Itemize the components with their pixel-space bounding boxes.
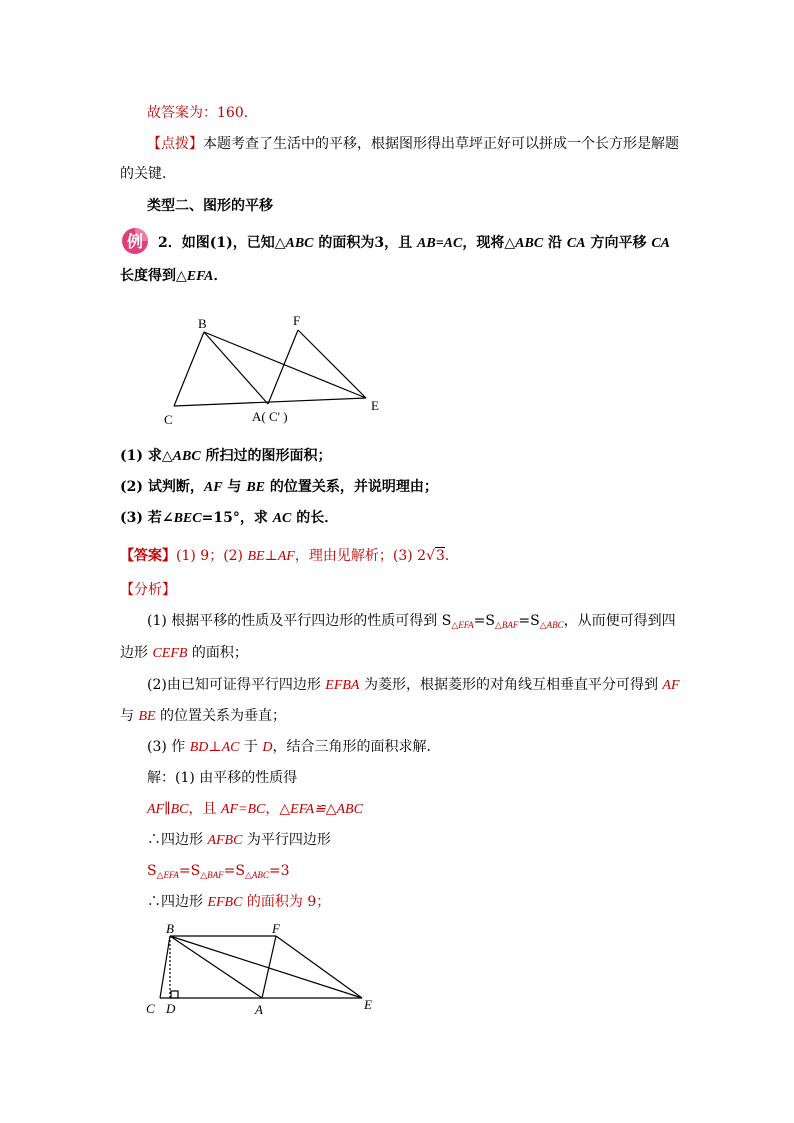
an-cefb: CEFB <box>152 646 188 661</box>
answer-text: ，理由见解析；(3) 2 <box>294 548 427 564</box>
answer-tag: 【答案】 <box>120 548 176 564</box>
figure-2 <box>140 918 390 1023</box>
q-text: 沿 <box>543 235 567 251</box>
q-text: 2．如图(1)，已知△ <box>158 235 286 251</box>
sub-text: (2) 试判断， <box>120 479 204 495</box>
an-text: 与 <box>120 708 139 724</box>
sol-text: =3 <box>268 863 290 879</box>
sub-text: 与 <box>222 479 247 495</box>
sub-af: AF <box>203 480 223 495</box>
an-text: ，从而便可得到四 <box>563 613 676 629</box>
an-text: (2)由已知可证得平行四边形 <box>147 677 326 693</box>
an-be: BE <box>138 709 156 724</box>
sol-text: =S <box>223 863 245 879</box>
question-line-2 <box>120 266 228 287</box>
hint-tag: 【点拨】 <box>147 136 203 152</box>
answer-text: 故答案为：160． <box>147 105 258 121</box>
sol-text: ∴四边形 <box>147 894 208 910</box>
an-text: 的面积； <box>187 645 248 661</box>
sub-text: 所扫过的图形面积； <box>200 448 332 464</box>
analysis-3 <box>147 737 440 758</box>
sol-text: ，且 <box>188 801 221 817</box>
sol-text: 为平行四边形 <box>242 832 331 848</box>
hint-text-2: 的关键． <box>120 166 176 182</box>
label-e: E <box>364 997 372 1012</box>
section-heading <box>147 196 273 216</box>
q-ca: CA <box>566 236 586 251</box>
an-sub: △ABC <box>539 620 564 630</box>
badge-label: 例 <box>126 234 144 251</box>
an-text: (3) 作 <box>147 739 190 755</box>
sol-math: AF∥BC <box>147 802 189 817</box>
label-a: A( C' ) <box>252 409 288 424</box>
sol-text: 解：(1) 由平移的性质得 <box>147 770 298 786</box>
question-line <box>158 233 670 254</box>
subquestion-1 <box>120 446 332 467</box>
sub-text: 的长． <box>291 510 339 526</box>
an-text: 的位置关系为垂直； <box>155 708 287 724</box>
sol-text: 的面积为 9； <box>242 894 331 910</box>
label-d: D <box>166 1001 176 1016</box>
subquestion-3 <box>120 508 338 529</box>
an-text: ，结合三角形的面积求解． <box>272 739 441 755</box>
q-text: ，现将△ <box>462 235 516 251</box>
q-text: 长度得到△ <box>120 268 187 284</box>
analysis-2 <box>147 675 680 696</box>
an-d: D <box>262 740 273 755</box>
sol-math: AF=BC <box>220 802 266 817</box>
sub-text: (3) 若∠ <box>120 510 174 526</box>
q-abac: AB=AC <box>417 236 463 251</box>
an-efba: EFBA <box>325 678 360 693</box>
sub-be: BE <box>246 480 265 495</box>
sub-bec: BEC <box>173 511 202 526</box>
sub-text: 的位置关系，并说明理由； <box>265 479 438 495</box>
sol-text: ，△ <box>265 801 291 817</box>
hint-line <box>147 134 679 154</box>
label-c: C <box>146 1001 155 1016</box>
sub-text: (1) 求△ <box>120 448 173 464</box>
figure-1 <box>160 310 400 430</box>
q-text: 的面积为3，且 <box>313 235 418 251</box>
sub-text: =15°，求 <box>201 510 273 526</box>
sol-text: =S <box>178 863 201 879</box>
analysis-2b <box>120 706 286 727</box>
sub-ac: AC <box>272 511 292 526</box>
hint-line-2 <box>120 164 176 184</box>
sub-abc: ABC <box>172 449 201 464</box>
q-text: 方向平移 <box>585 235 652 251</box>
answer-beaf: BE⊥AF <box>247 549 295 564</box>
sol-math: AFBC <box>207 833 243 848</box>
an-text: (1) 根据平移的性质及平行四边形的性质可得到 S <box>147 613 452 629</box>
analysis-1 <box>147 611 676 635</box>
subquestion-2 <box>120 477 438 498</box>
an-bdac: BD⊥AC <box>189 740 240 755</box>
sol-math: EFA≌△ABC <box>290 802 363 817</box>
label-e: E <box>371 398 379 413</box>
sol-text: S <box>147 863 157 879</box>
solution-4 <box>147 861 290 885</box>
label-a: A <box>255 1002 263 1017</box>
q-abc: ABC <box>285 236 314 251</box>
answer-text: (1) 9；(2) <box>176 548 248 564</box>
an-text: =S <box>473 613 495 629</box>
answer-sqrt: 3 <box>435 548 445 564</box>
sol-math: EFBC <box>207 895 243 910</box>
sol-sub: △BAF <box>200 870 224 880</box>
analysis-heading <box>120 580 176 600</box>
q-efa: EFA <box>186 269 214 284</box>
sol-text: ∴四边形 <box>147 832 208 848</box>
analysis-1b <box>120 643 248 664</box>
hint-text: 本题考查了生活中的平移，根据图形得出草坪正好可以拼成一个长方形是解题 <box>203 136 679 152</box>
label-b: B <box>198 316 207 331</box>
label-f: F <box>293 313 301 328</box>
solution-2 <box>147 799 363 820</box>
solution-5 <box>147 892 330 913</box>
q-abc: ABC <box>515 236 544 251</box>
q-text: ． <box>213 268 228 284</box>
an-text: =S <box>518 613 540 629</box>
an-text: 于 <box>239 739 263 755</box>
sol-sub: △EFA <box>156 870 179 880</box>
an-sub: △EFA <box>451 620 474 630</box>
answer-summary: 【答案】(1) 9；(2) BE⊥AF，理由见解析；(3) 2√3． <box>120 548 459 564</box>
sol-sub: △ABC <box>244 870 269 880</box>
answer-line <box>147 103 258 123</box>
label-b: B <box>166 921 174 936</box>
example-badge-icon <box>120 226 150 256</box>
solution-1 <box>147 768 297 788</box>
an-af: AF <box>662 678 680 693</box>
analysis-tag: 【分析】 <box>120 582 176 598</box>
label-c: C <box>164 412 173 427</box>
an-sub: △BAF <box>494 620 519 630</box>
answer-text: ． <box>444 548 459 564</box>
solution-3 <box>147 830 331 851</box>
an-text: 边形 <box>120 645 153 661</box>
section-title: 类型二、图形的平移 <box>147 198 273 214</box>
an-text: 为菱形，根据菱形的对角线互相垂直平分可得到 <box>359 677 663 693</box>
label-f: F <box>272 921 280 936</box>
q-ca: CA <box>651 236 671 251</box>
